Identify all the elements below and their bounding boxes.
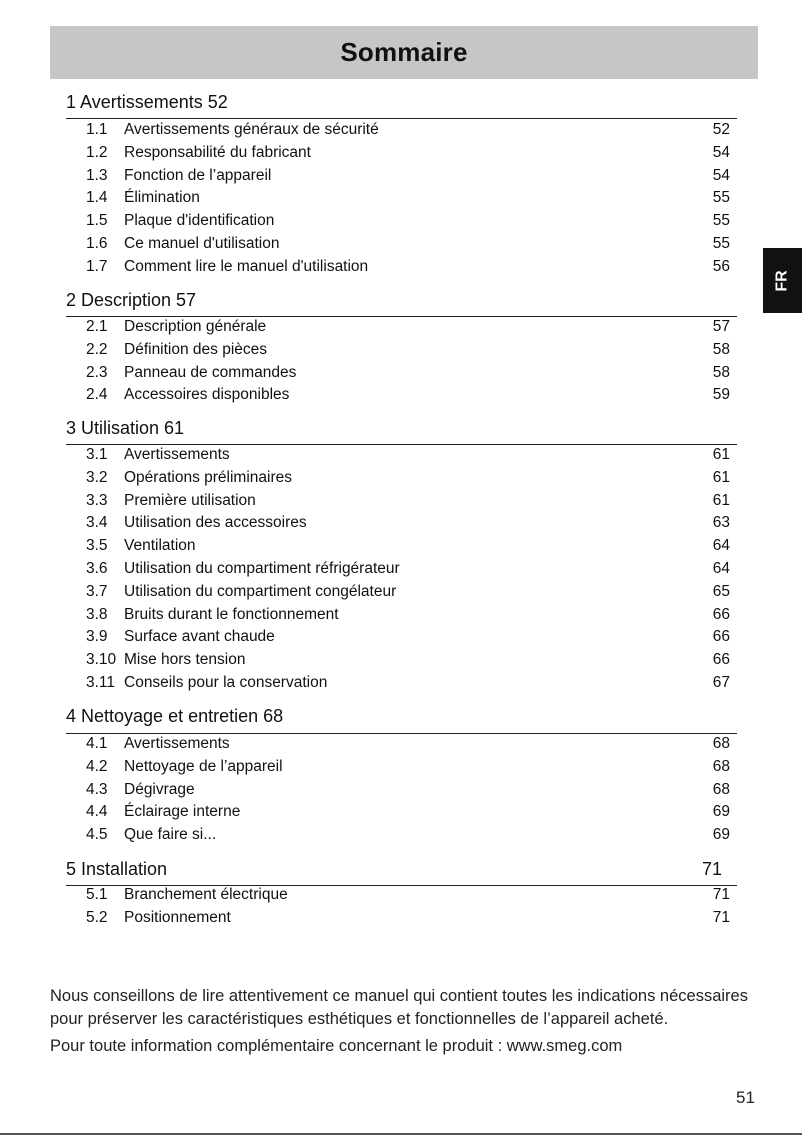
toc-entry[interactable] bbox=[86, 167, 730, 189]
toc-entry-number: 4.2 bbox=[86, 757, 108, 775]
intro-paragraph-2: Pour toute information complémentaire concernant le produit : www.smeg.com bbox=[50, 1037, 623, 1055]
toc-entry-page: 54 bbox=[712, 143, 730, 161]
toc-entry-page: 58 bbox=[712, 340, 730, 358]
toc-entry[interactable] bbox=[86, 909, 730, 931]
toc-entry-number: 1.7 bbox=[86, 257, 108, 275]
toc-section-title: 1 Avertissements 52 bbox=[66, 92, 228, 112]
toc-entry-page: 69 bbox=[712, 803, 730, 821]
toc-entry-title: Éclairage interne bbox=[124, 803, 241, 821]
toc-entry[interactable] bbox=[86, 364, 730, 386]
toc-entry[interactable] bbox=[86, 121, 730, 143]
toc-entry-page: 61 bbox=[712, 468, 730, 486]
toc-entry-page: 66 bbox=[712, 651, 730, 669]
toc-entry[interactable] bbox=[86, 144, 730, 166]
toc-entry[interactable] bbox=[86, 651, 730, 673]
toc-entry-title: Ce manuel d'utilisation bbox=[124, 235, 280, 252]
toc-entry[interactable] bbox=[86, 514, 730, 536]
toc-entry-title: Comment lire le manuel d'utilisation bbox=[124, 257, 369, 275]
toc-entry-page: 56 bbox=[712, 257, 730, 275]
toc-entry[interactable] bbox=[86, 235, 730, 257]
toc-entry-page: 65 bbox=[712, 582, 730, 600]
toc-entry-title: Responsabilité du fabricant bbox=[124, 143, 311, 161]
toc-entry[interactable] bbox=[86, 628, 730, 650]
toc-entry[interactable] bbox=[86, 758, 730, 780]
toc-entry-title: Description générale bbox=[124, 318, 267, 335]
toc-entry-title: Opérations préliminaires bbox=[124, 468, 292, 486]
toc-entry-page: 54 bbox=[712, 166, 730, 184]
toc-entry[interactable] bbox=[86, 803, 730, 825]
toc-entry-number: 3.10 bbox=[86, 651, 117, 669]
toc-entry[interactable] bbox=[86, 781, 730, 803]
toc-entry-page: 61 bbox=[712, 491, 730, 509]
toc-section-heading bbox=[66, 92, 736, 115]
toc-entry-page: 57 bbox=[712, 318, 730, 335]
toc-entry-page: 67 bbox=[712, 674, 730, 691]
toc-entry-number: 2.3 bbox=[86, 363, 108, 381]
toc-entry-number: 1.6 bbox=[86, 235, 108, 252]
toc-entry[interactable] bbox=[86, 469, 730, 491]
bottom-divider bbox=[0, 1133, 802, 1135]
toc-section-divider bbox=[66, 118, 737, 119]
toc-entry-page: 66 bbox=[712, 628, 730, 646]
toc-entry-page: 63 bbox=[712, 514, 730, 532]
toc-entry-title: Avertissements généraux de sécurité bbox=[124, 121, 379, 138]
intro-paragraph-1: Nous conseillons de lire attentivement ce manuel qui contient toutes les indications nécessaires pour préserver les caractéristiques esthétiques et fonctionnelles de l’appareil acheté. bbox=[50, 987, 748, 1028]
toc-entry[interactable] bbox=[86, 606, 730, 628]
intro-text bbox=[50, 985, 755, 1058]
toc-entry[interactable] bbox=[86, 341, 730, 363]
toc-entry-title: Positionnement bbox=[124, 908, 231, 926]
toc-entry-number: 3.9 bbox=[86, 628, 108, 646]
toc-entry[interactable] bbox=[86, 258, 730, 280]
toc-entry-title: Avertissements bbox=[124, 735, 230, 752]
toc-entry-title: Définition des pièces bbox=[124, 340, 268, 358]
toc-entry-page: 64 bbox=[712, 560, 730, 577]
toc-entry-title: Utilisation du compartiment réfrigérateur bbox=[124, 560, 400, 577]
toc-section-heading bbox=[66, 859, 736, 882]
toc-entry-title: Dégivrage bbox=[124, 780, 195, 798]
toc-section-title: 5 Installation bbox=[66, 859, 168, 879]
toc-entry-title: Ventilation bbox=[124, 537, 196, 555]
toc-entry-number: 1.1 bbox=[86, 121, 108, 138]
toc-entry-number: 3.5 bbox=[86, 537, 108, 555]
toc-entry-number: 2.4 bbox=[86, 386, 108, 404]
toc-entry[interactable] bbox=[86, 386, 730, 408]
toc-section-page: 71 bbox=[701, 859, 722, 879]
toc-entry-page: 69 bbox=[712, 826, 730, 844]
toc-entry-number: 2.2 bbox=[86, 340, 108, 358]
toc-entry-title: Branchement électrique bbox=[124, 886, 288, 903]
toc-entry[interactable] bbox=[86, 189, 730, 211]
toc-entry-page: 68 bbox=[712, 780, 730, 798]
toc-section-divider bbox=[66, 733, 737, 734]
toc-entry-page: 55 bbox=[712, 235, 730, 252]
toc-entry-number: 3.7 bbox=[86, 582, 108, 600]
toc-entry-page: 58 bbox=[712, 363, 730, 381]
toc-entry-page: 71 bbox=[712, 908, 730, 926]
toc-entry-page: 64 bbox=[712, 537, 730, 555]
toc-entry-title: Mise hors tension bbox=[124, 651, 246, 669]
toc-entry-title: Surface avant chaude bbox=[124, 628, 275, 646]
toc-entry-title: Plaque d'identification bbox=[124, 212, 275, 230]
toc-entry-number: 5.1 bbox=[86, 886, 108, 903]
toc-section-heading bbox=[66, 706, 736, 729]
toc-entry-title: Que faire si... bbox=[124, 826, 217, 844]
toc-entry-number: 1.4 bbox=[86, 189, 108, 207]
toc-entry-number: 4.5 bbox=[86, 826, 108, 844]
toc-entry-number: 3.8 bbox=[86, 605, 108, 623]
page-title: Sommaire bbox=[340, 37, 468, 67]
toc-entry-title: Avertissements bbox=[124, 446, 230, 463]
toc-entry-page: 61 bbox=[712, 446, 730, 463]
toc-section-heading bbox=[66, 418, 736, 441]
toc-section-divider bbox=[66, 316, 737, 317]
toc-entry-title: Panneau de commandes bbox=[124, 363, 297, 381]
toc-entry-number: 1.2 bbox=[86, 143, 108, 161]
page-number: 51 bbox=[736, 1088, 755, 1107]
toc-entry-number: 4.3 bbox=[86, 780, 108, 798]
toc-entry-number: 2.1 bbox=[86, 318, 108, 335]
toc-entry-number: 3.6 bbox=[86, 560, 108, 577]
toc-entry-number: 5.2 bbox=[86, 908, 108, 926]
toc-entry[interactable] bbox=[86, 583, 730, 605]
toc-entry-number: 4.4 bbox=[86, 803, 108, 821]
toc-section-title: 2 Description 57 bbox=[66, 290, 197, 310]
toc-entry-title: Accessoires disponibles bbox=[124, 386, 290, 404]
toc-entry[interactable] bbox=[86, 537, 730, 559]
toc-entry[interactable] bbox=[86, 318, 730, 340]
toc-section-divider bbox=[66, 444, 737, 445]
toc-entry-page: 52 bbox=[712, 121, 730, 138]
toc-entry-title: Élimination bbox=[124, 189, 200, 207]
toc-entry-title: Première utilisation bbox=[124, 491, 256, 509]
toc-entry-number: 3.11 bbox=[86, 674, 116, 691]
toc-entry[interactable] bbox=[86, 492, 730, 514]
toc-entry-number: 4.1 bbox=[86, 735, 108, 752]
toc-entry-title: Utilisation des accessoires bbox=[124, 514, 307, 532]
toc-entry[interactable] bbox=[86, 674, 730, 696]
toc-entry-number: 1.5 bbox=[86, 212, 108, 230]
toc-entry[interactable] bbox=[86, 446, 730, 468]
toc-entry-number: 3.2 bbox=[86, 468, 108, 486]
toc-entry-page: 66 bbox=[712, 605, 730, 623]
toc-entry-number: 3.3 bbox=[86, 491, 108, 509]
toc-entry-page: 68 bbox=[712, 757, 730, 775]
toc-entry-title: Fonction de l’appareil bbox=[124, 166, 272, 184]
toc-section-title: 3 Utilisation 61 bbox=[66, 418, 185, 438]
toc-entry[interactable] bbox=[86, 735, 730, 757]
toc-entry-number: 3.1 bbox=[86, 446, 108, 463]
toc-entry-title: Nettoyage de l’appareil bbox=[124, 757, 283, 775]
toc-entry[interactable] bbox=[86, 212, 730, 234]
toc-entry-number: 1.3 bbox=[86, 166, 108, 184]
toc-entry-page: 59 bbox=[712, 386, 730, 404]
toc-entry-title: Utilisation du compartiment congélateur bbox=[124, 582, 397, 600]
toc-entry-number: 3.4 bbox=[86, 514, 108, 532]
toc-entry-page: 55 bbox=[712, 189, 730, 207]
toc-entry-page: 55 bbox=[712, 212, 730, 230]
toc-entry[interactable] bbox=[86, 826, 730, 848]
toc-entry-page: 68 bbox=[712, 735, 730, 752]
toc-entry[interactable] bbox=[86, 560, 730, 582]
toc-entry-title: Conseils pour la conservation bbox=[124, 674, 328, 691]
language-tab-label: FR bbox=[773, 269, 791, 292]
toc-entry-title: Bruits durant le fonctionnement bbox=[124, 605, 339, 623]
toc-entry-page: 71 bbox=[712, 886, 730, 903]
toc-section-heading bbox=[66, 290, 736, 313]
toc-section-title: 4 Nettoyage et entretien 68 bbox=[66, 706, 284, 726]
toc-entry[interactable] bbox=[86, 886, 730, 908]
